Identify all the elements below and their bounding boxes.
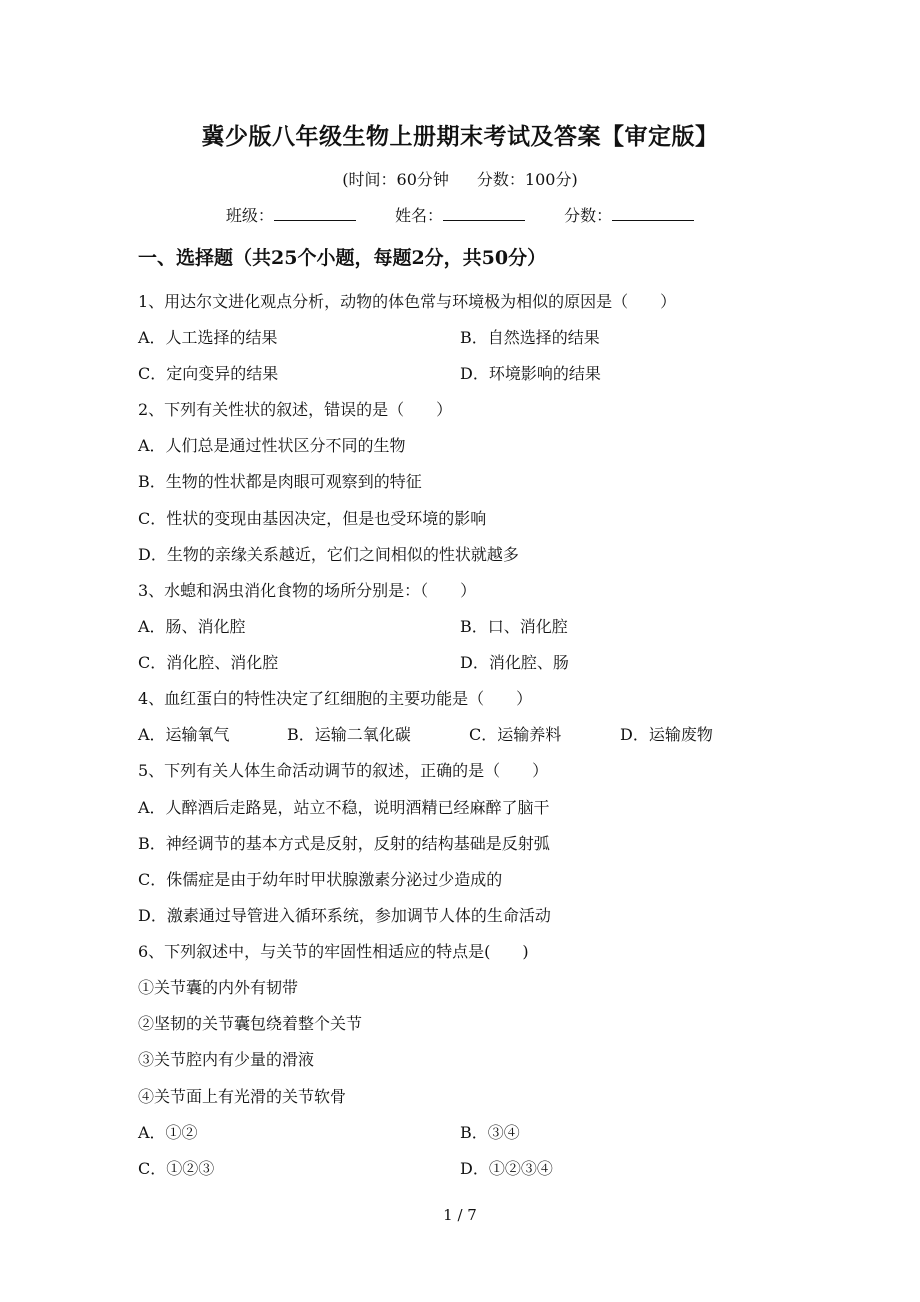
q3-option-d: D．消化腔、肠 xyxy=(460,653,569,672)
q5-option-d: D．激素通过导管进入循环系统，参加调节人体的生命活动 xyxy=(138,906,551,925)
name-label: 姓名： xyxy=(394,206,443,225)
q3-option-a: A．肠、消化腔 xyxy=(138,617,246,636)
exam-title: 冀少版八年级生物上册期末考试及答案【审定版】 xyxy=(201,123,719,150)
q1-option-c: C．定向变异的结果 xyxy=(138,364,279,383)
q4-option-a: A．运输氧气 xyxy=(138,725,230,744)
score-field[interactable] xyxy=(564,203,694,226)
q6-option-d: D．①②③④ xyxy=(460,1159,553,1178)
q3-option-c: C．消化腔、消化腔 xyxy=(138,653,279,672)
q6-stem: 6、下列叙述中，与关节的牢固性相适应的特点是( ) xyxy=(138,942,529,961)
student-info-fields xyxy=(0,203,920,226)
q3-stem: 3、水螅和涡虫消化食物的场所分别是：（ ） xyxy=(138,581,477,600)
q2-stem: 2、下列有关性状的叙述，错误的是（ ） xyxy=(138,400,453,419)
page-number: 1 / 7 xyxy=(443,1206,477,1224)
q5-option-b: B．神经调节的基本方式是反射，反射的结构基础是反射弧 xyxy=(138,834,550,853)
name-blank[interactable] xyxy=(443,206,525,221)
q1-option-a: A．人工选择的结果 xyxy=(138,328,278,347)
q6-statement-3: ③关节腔内有少量的滑液 xyxy=(138,1050,315,1069)
q6-option-b: B．③④ xyxy=(460,1123,520,1142)
q1-option-b: B．自然选择的结果 xyxy=(460,328,600,347)
q2-option-c: C．性状的变现由基因决定，但是也受环境的影响 xyxy=(138,509,487,528)
name-field[interactable] xyxy=(395,203,525,226)
exam-total-score: 分数：100分) xyxy=(476,170,578,189)
q2-option-d: D．生物的亲缘关系越近，它们之间相似的性状就越多 xyxy=(138,545,519,564)
q1-stem: 1、用达尔文进化观点分析，动物的体色常与环境极为相似的原因是（ ） xyxy=(138,292,677,311)
q4-option-c: C．运输养料 xyxy=(469,725,562,744)
q5-option-a: A．人醉酒后走路晃，站立不稳，说明酒精已经麻醉了脑干 xyxy=(138,798,550,817)
q2-option-b: B．生物的性状都是肉眼可观察到的特征 xyxy=(138,472,422,491)
q6-statement-4: ④关节面上有光滑的关节软骨 xyxy=(138,1087,347,1106)
exam-time: (时间：60分钟 xyxy=(342,170,449,189)
q5-stem: 5、下列有关人体生命活动调节的叙述，正确的是（ ） xyxy=(138,761,549,780)
q6-option-a: A．①② xyxy=(138,1123,198,1142)
q5-option-c: C．侏儒症是由于幼年时甲状腺激素分泌过少造成的 xyxy=(138,870,503,889)
q6-statement-2: ②坚韧的关节囊包绕着整个关节 xyxy=(138,1014,363,1033)
q3-option-b: B．口、消化腔 xyxy=(460,617,568,636)
q4-option-d: D．运输废物 xyxy=(620,725,713,744)
q2-option-a: A．人们总是通过性状区分不同的生物 xyxy=(138,436,406,455)
score-label: 分数： xyxy=(564,206,613,225)
class-field[interactable] xyxy=(226,203,356,226)
q4-option-b: B．运输二氧化碳 xyxy=(287,725,411,744)
section-heading: 一、选择题（共25个小题，每题2分，共50分） xyxy=(138,247,547,269)
class-blank[interactable] xyxy=(274,206,356,221)
score-blank[interactable] xyxy=(612,206,694,221)
q1-option-d: D．环境影响的结果 xyxy=(460,364,601,383)
q6-statement-1: ①关节囊的内外有韧带 xyxy=(138,978,299,997)
q4-stem: 4、血红蛋白的特性决定了红细胞的主要功能是（ ） xyxy=(138,689,533,708)
class-label: 班级： xyxy=(225,206,274,225)
q6-option-c: C．①②③ xyxy=(138,1159,215,1178)
exam-meta xyxy=(0,167,920,190)
